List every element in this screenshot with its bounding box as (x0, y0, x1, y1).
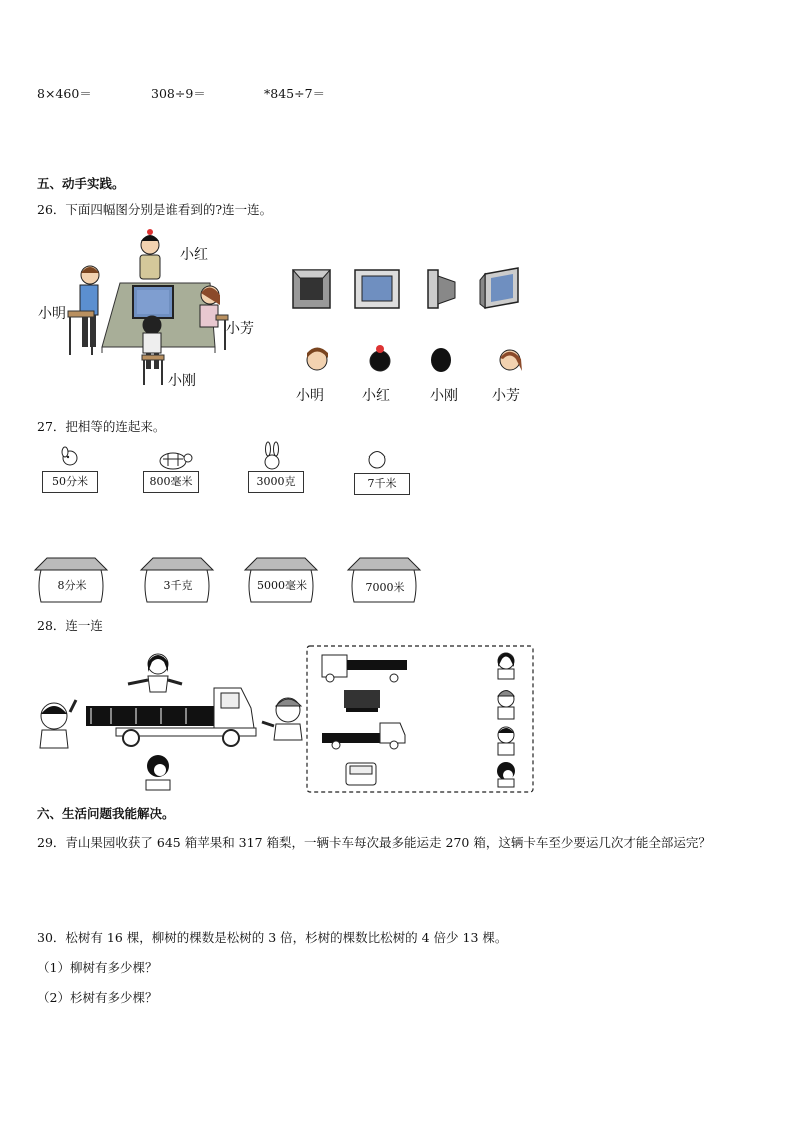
scene-label-xiaohong: 小红 (180, 247, 208, 263)
girl-top-icon (128, 654, 182, 692)
girl-bottom-icon (146, 755, 170, 790)
rabbit-icon (265, 442, 279, 469)
jar-label-4: 7000米 (365, 581, 405, 594)
question-29-text: 29．青山果园收获了 645 箱苹果和 317 箱梨，一辆卡车每次最多能运走 270 箱，这辆卡车至少要运几次才能全部运完？ (37, 835, 711, 850)
head-label-4: 小芳 (492, 388, 520, 404)
truck-top-view-icon (344, 690, 380, 712)
question-26-text: 26．下面四幅图分别是谁看到的?连一连。 (37, 202, 273, 217)
boy-left-icon (40, 700, 76, 748)
question-28-text: 28．连一连 (37, 618, 103, 633)
question-27-text: 27．把相等的连起来。 (37, 419, 166, 434)
calc-expression-2: 308÷9＝ (151, 86, 206, 101)
truck-front-view-icon (346, 763, 376, 785)
xiaogang-head-icon (431, 348, 451, 372)
views-dashed-box (306, 645, 536, 795)
calc-expression-3: *845÷7＝ (264, 86, 326, 101)
question-30-sub-1: （1）柳树有多少棵？ (37, 960, 158, 975)
top-sign-1: 50分米 (42, 471, 98, 493)
head-label-2: 小红 (362, 388, 390, 404)
monitor-views-row (290, 268, 530, 312)
truck-side-view-icon (322, 655, 407, 682)
xiaofang-head-icon (500, 350, 522, 371)
head-label-1: 小明 (296, 388, 324, 404)
jar-label-3: 5000毫米 (257, 579, 307, 592)
top-sign-4: 7千米 (354, 473, 410, 495)
xiaohong-head-icon (370, 345, 390, 371)
monitor-angled-view-icon (480, 268, 518, 308)
head-label-3: 小刚 (430, 388, 458, 404)
xiaoming-head-icon (307, 348, 328, 371)
small-girl-back-icon (497, 762, 515, 787)
jar-label-2: 3千克 (163, 579, 193, 592)
turtle-icon (160, 453, 192, 469)
truck-scene-illustration (36, 648, 306, 793)
top-sign-2: 800毫米 (143, 471, 199, 493)
calc-expression-1: 8×460＝ (37, 86, 92, 101)
scene-label-xiaoming: 小明 (38, 306, 66, 322)
section-5-title: 五、动手实践。 (37, 176, 125, 191)
monitor-back-view-icon (293, 270, 330, 308)
section-6-title: 六、生活问题我能解决。 (37, 806, 175, 821)
jar-label-1: 8分米 (57, 579, 87, 592)
animal-icons-row (55, 444, 415, 474)
small-boy-icon (498, 727, 514, 755)
worker-right-icon (262, 698, 302, 740)
question-30-text: 30．松树有 16 棵，柳树的棵数是松树的 3 倍，杉树的棵数比松树的 4 倍少 13 棵。 (37, 930, 508, 945)
truck-icon (86, 688, 256, 746)
small-girl-icon (498, 653, 514, 679)
monitor-front-view-icon (355, 270, 399, 308)
small-worker-icon (498, 691, 514, 720)
truck-other-side-icon (322, 723, 405, 749)
scene-label-xiaofang: 小芳 (226, 321, 254, 337)
heads-row (300, 345, 530, 377)
dog-icon (62, 447, 77, 465)
monitor-side-view-icon (428, 270, 455, 308)
boy-icon (369, 452, 385, 469)
top-sign-3: 3000克 (248, 471, 304, 493)
scene-label-xiaogang: 小刚 (168, 373, 196, 389)
question-30-sub-2: （2）杉树有多少棵？ (37, 990, 158, 1005)
